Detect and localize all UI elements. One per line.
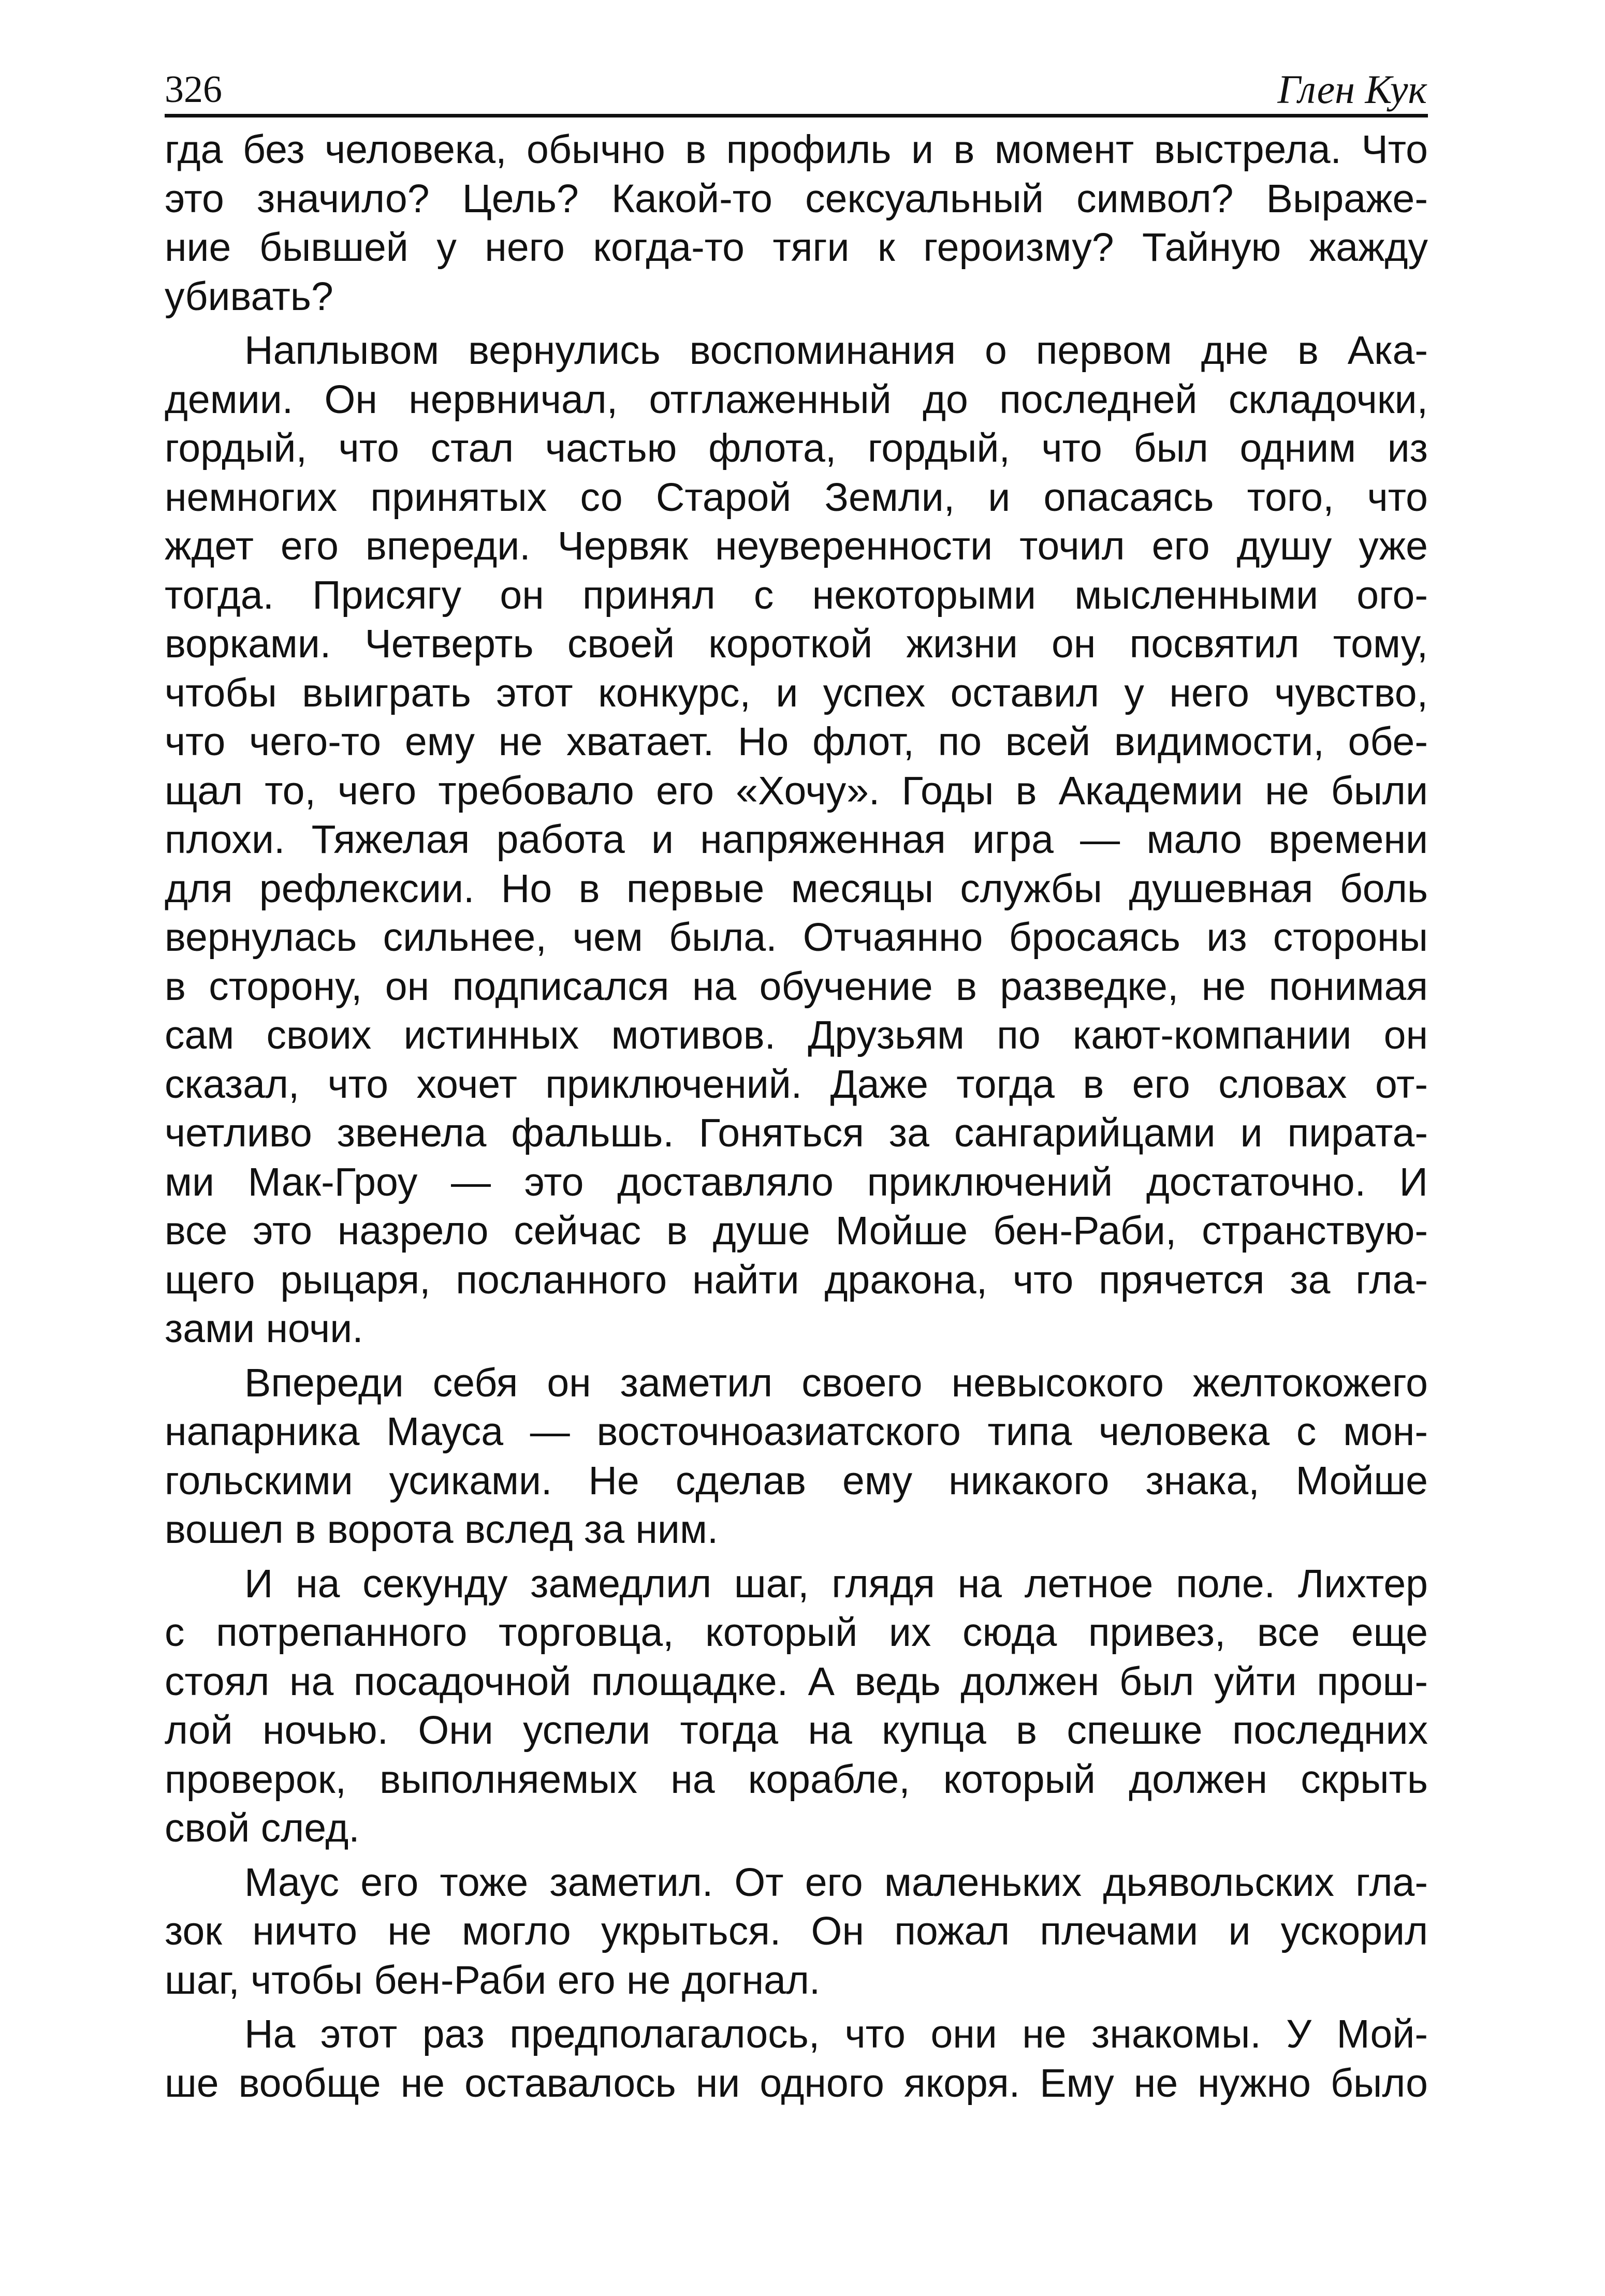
text-line: сказал, что хочет приключений. Даже тогда в его словах от- (165, 1062, 1428, 1107)
paragraph (165, 1559, 1428, 1853)
text-line: зами ночи. (165, 1306, 363, 1351)
paragraph (165, 125, 1428, 321)
paragraph (165, 326, 1428, 1353)
text-line: Наплывом вернулись воспоминания о первом дне в Ака- (244, 328, 1428, 373)
text-line: убивать? (165, 274, 333, 319)
text-line: ше вообще не оставалось ни одного якоря. Ему не нужно было (165, 2060, 1428, 2106)
text-line: немногих принятых со Старой Земли, и опасаясь того, что (165, 475, 1428, 520)
paragraph (165, 2010, 1428, 2108)
text-line: щал то, чего требовало его «Хочу». Годы в Академии не были (165, 768, 1428, 813)
text-line: ние бывшей у него когда-то тяги к героизму? Тайную жажду (165, 225, 1428, 270)
page-number: 326 (165, 68, 222, 111)
paragraph-gap (165, 1554, 1428, 1559)
paragraph-gap (165, 1353, 1428, 1359)
page-header (165, 66, 1427, 113)
running-head-author: Глен Кук (1277, 67, 1427, 112)
text-line: зок ничто не могло укрыться. Он пожал плечами и ускорил (165, 1909, 1428, 1953)
text-line: вошел в ворота вслед за ним. (165, 1507, 719, 1552)
text-line: вернулась сильнее, чем была. Отчаянно бросаясь из стороны (165, 915, 1428, 960)
text-line: напарника Мауса — восточноазиатского типа человека с мон- (165, 1409, 1428, 1454)
paragraph-gap (165, 2005, 1428, 2010)
text-line: свой след. (165, 1806, 360, 1850)
text-line: лой ночью. Они успели тогда на купца в спешке последних (165, 1708, 1428, 1753)
text-line: гордый, что стал частью флота, гордый, что был одним из (165, 426, 1428, 470)
text-line: тогда. Присягу он принял с некоторыми мысленными ого- (165, 572, 1428, 617)
paragraph (165, 1359, 1428, 1554)
text-line: шаг, чтобы бен-Раби его не догнал. (165, 1958, 821, 2003)
text-line: это значило? Цель? Какой-то сексуальный символ? Выраже- (165, 176, 1428, 221)
paragraph (165, 1858, 1428, 2005)
text-line: чтобы выиграть этот конкурс, и успех оставил у него чувство, (165, 670, 1428, 715)
header-rule (165, 114, 1428, 117)
text-line: сам своих истинных мотивов. Друзьям по кают-компании он (165, 1013, 1428, 1057)
text-line: ворками. Четверть своей короткой жизни он посвятил тому, (165, 622, 1428, 666)
text-line: стоял на посадочной площадке. А ведь должен был уйти прош- (165, 1659, 1428, 1704)
text-line: четливо звенела фальшь. Гоняться за сангарийцами и пирата- (165, 1111, 1428, 1155)
paragraph-gap (165, 1853, 1428, 1858)
text-line: проверок, выполняемых на корабле, который должен скрыть (165, 1757, 1428, 1802)
text-line: щего рыцаря, посланного найти дракона, что прячется за гла- (165, 1257, 1428, 1302)
paragraph-gap (165, 321, 1428, 326)
text-line: На этот раз предполагалось, что они не знакомы. У Мой- (244, 2012, 1428, 2056)
text-line: в сторону, он подписался на обучение в разведке, не понимая (165, 964, 1428, 1009)
text-line: плохи. Тяжелая работа и напряженная игра — мало времени (165, 817, 1428, 862)
text-line: Впереди себя он заметил своего невысокого желтокожего (244, 1360, 1428, 1405)
text-line: с потрепанного торговца, который их сюда привез, все еще (165, 1610, 1428, 1655)
text-line: что чего-то ему не хватает. Но флот, по всей видимости, обе- (165, 719, 1428, 764)
text-line: ждет его впереди. Червяк неуверенности точил его душу уже (165, 524, 1428, 568)
body-text (165, 125, 1428, 2108)
text-line: И на секунду замедлил шаг, глядя на летное поле. Лихтер (244, 1561, 1428, 1606)
text-line: гда без человека, обычно в профиль и в момент выстрела. Что (165, 127, 1428, 172)
text-line: Маус его тоже заметил. От его маленьких дьявольских гла- (244, 1860, 1428, 1905)
text-line: гольскими усиками. Не сделав ему никакого знака, Мойше (165, 1458, 1428, 1503)
text-line: демии. Он нервничал, отглаженный до последней складочки, (165, 377, 1428, 422)
text-line: для рефлексии. Но в первые месяцы службы душевная боль (165, 866, 1428, 911)
text-line: ми Мак-Гроу — это доставляло приключений достаточно. И (165, 1159, 1428, 1204)
text-line: все это назрело сейчас в душе Мойше бен-Раби, странствую- (165, 1209, 1428, 1253)
